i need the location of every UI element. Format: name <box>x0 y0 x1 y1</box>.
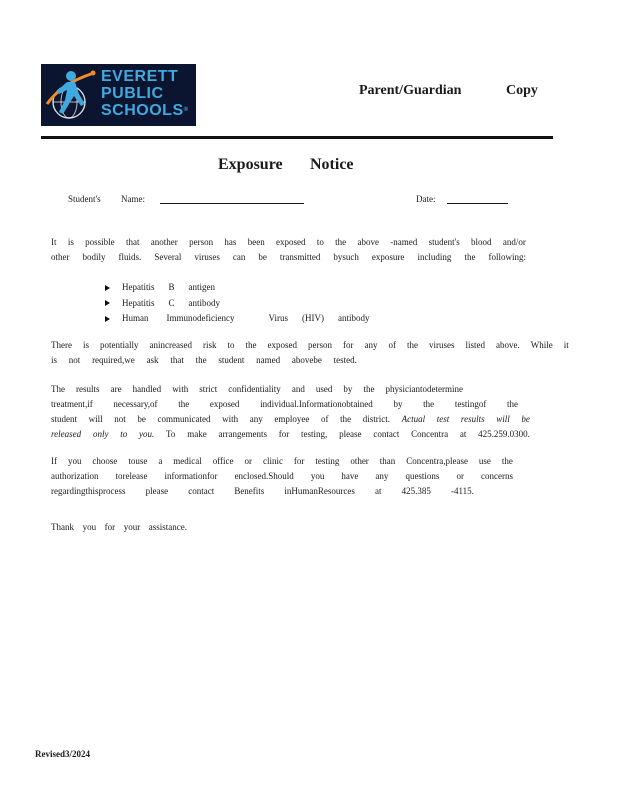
revision-date: Revised3/2024 <box>35 749 90 759</box>
paragraph-row <box>51 382 463 397</box>
word: for <box>104 522 116 532</box>
word: authorization <box>51 471 99 481</box>
word: Actual <box>401 414 426 424</box>
paragraph-authorization <box>51 454 513 499</box>
word: test <box>436 414 450 424</box>
paragraph-row <box>51 484 474 499</box>
word: results <box>460 414 485 424</box>
word: Benefits <box>234 486 265 496</box>
word: that <box>170 355 184 365</box>
word: antibody <box>337 313 370 323</box>
word: with <box>172 384 189 394</box>
word: Virus <box>268 313 288 323</box>
word: bodily <box>82 252 106 262</box>
word: of <box>388 340 396 350</box>
word: or <box>456 471 464 481</box>
list-item <box>105 311 369 327</box>
word: Concentra,please <box>406 456 468 466</box>
word: results <box>76 384 100 394</box>
word: is <box>67 237 74 247</box>
word: for <box>293 456 305 466</box>
word: risk <box>202 340 217 350</box>
word: and/or <box>502 237 526 247</box>
word: the <box>335 237 347 247</box>
header-divider <box>41 136 553 139</box>
word: the <box>407 340 418 350</box>
word: tested. <box>333 355 357 365</box>
word: your <box>123 522 141 532</box>
runner-globe-icon <box>41 64 101 126</box>
word: medical <box>173 456 202 466</box>
word: Concentra <box>411 429 449 439</box>
word: or <box>244 456 252 466</box>
paragraph-row <box>51 353 357 368</box>
word: is <box>51 355 58 365</box>
word: and <box>291 384 305 394</box>
word: exposure <box>371 252 405 262</box>
word: enclosed.Should <box>234 471 294 481</box>
paragraph-row <box>51 520 187 535</box>
word: assistance. <box>148 522 187 532</box>
word: physiciantodetermine <box>385 384 463 394</box>
word: district. <box>362 414 391 424</box>
word: the <box>464 252 476 262</box>
word: a <box>158 456 163 466</box>
word: to <box>316 237 324 247</box>
word: will <box>496 414 510 424</box>
paragraph-row <box>51 412 530 427</box>
title-word-exposure: Exposure <box>218 156 283 173</box>
word: informationfor <box>164 471 218 481</box>
word: other <box>350 456 369 466</box>
word: not <box>114 414 126 424</box>
logo-line-2: PUBLIC <box>101 85 164 102</box>
word: possible <box>85 237 115 247</box>
word: strict <box>199 384 218 394</box>
word: 425.385 <box>401 486 431 496</box>
word: that <box>125 237 140 247</box>
word: exposed <box>209 399 240 409</box>
word: Human <box>122 313 149 323</box>
word: bysuch <box>333 252 359 262</box>
word: you <box>310 471 325 481</box>
list-item <box>105 280 369 296</box>
word: any <box>375 471 389 481</box>
word: following: <box>488 252 526 262</box>
word: of <box>321 414 329 424</box>
logo-line-1: EVERETT <box>101 68 179 85</box>
word: been <box>247 237 265 247</box>
paragraph-row <box>51 397 518 412</box>
word: Several <box>154 252 182 262</box>
word: touse <box>128 456 148 466</box>
word: student <box>51 414 77 424</box>
word: has <box>224 237 237 247</box>
word: Hepatitis <box>122 282 155 292</box>
paragraph-row <box>51 235 526 250</box>
word: only <box>92 429 109 439</box>
word: questions <box>405 471 440 481</box>
word: another <box>150 237 178 247</box>
word: the <box>178 399 190 409</box>
word: above. <box>496 340 520 350</box>
copy-label-copy: Copy <box>506 83 538 98</box>
word: B <box>168 282 175 292</box>
student-name-field[interactable] <box>160 203 304 204</box>
word: Thank <box>51 522 74 532</box>
word: employee <box>274 414 310 424</box>
word: C <box>168 297 175 308</box>
word: the <box>507 399 518 409</box>
word: you. <box>139 429 155 439</box>
word: the <box>423 399 435 409</box>
word: To <box>166 429 176 439</box>
title-word-notice: Notice <box>310 156 354 173</box>
word: It <box>51 237 57 247</box>
word: Immunodeficiency <box>166 313 235 323</box>
word: released <box>51 429 82 439</box>
word: used <box>315 384 333 394</box>
word: -4115. <box>450 486 474 496</box>
date-label: Date: <box>416 194 436 204</box>
logo-wordmark <box>101 68 189 119</box>
word: choose <box>92 456 118 466</box>
word: can <box>232 252 246 262</box>
paragraph-row <box>51 427 530 442</box>
word: 425.259.0300. <box>478 429 530 439</box>
word: communicated <box>157 414 211 424</box>
word: viruses <box>194 252 220 262</box>
word: potentially <box>100 340 139 350</box>
word: not <box>68 355 81 365</box>
paragraph-row <box>51 454 513 469</box>
word: by <box>393 399 403 409</box>
word: exposed <box>267 340 297 350</box>
word: testingof <box>454 399 487 409</box>
word: use <box>478 456 491 466</box>
word: Hepatitis <box>122 297 155 308</box>
word: required,we <box>92 355 135 365</box>
word: confidentiality <box>228 384 281 394</box>
word: student <box>218 355 245 365</box>
word: concerns <box>481 471 513 481</box>
word: testing <box>315 456 340 466</box>
word: for <box>343 340 354 350</box>
word: person <box>189 237 214 247</box>
word: be <box>258 252 267 262</box>
word: -named <box>390 237 418 247</box>
word: individual.Informationobtained <box>260 399 373 409</box>
district-logo <box>41 64 196 126</box>
word: fluids. <box>118 252 142 262</box>
word: clinic <box>262 456 283 466</box>
word: the <box>501 456 513 466</box>
word: contact <box>188 486 215 496</box>
word: are <box>110 384 122 394</box>
paragraph-row <box>51 250 526 265</box>
word: is <box>82 340 89 350</box>
word: listed <box>465 340 485 350</box>
copy-label-parent-guardian: Parent/Guardian <box>359 83 462 98</box>
word: abovebe <box>291 355 322 365</box>
word: testing, <box>301 429 328 439</box>
paragraph-results <box>51 382 530 442</box>
word: viruses <box>429 340 455 350</box>
word: anincreased <box>149 340 192 350</box>
word: please <box>145 486 169 496</box>
word: contact <box>373 429 400 439</box>
word: While <box>530 340 553 350</box>
word: antigen <box>188 282 216 292</box>
word: at <box>459 429 467 439</box>
word: treatment,if <box>51 399 93 409</box>
name-label: Name: <box>121 194 145 204</box>
word: make <box>187 429 207 439</box>
word: be <box>521 414 530 424</box>
word: regardingthisprocess <box>51 486 126 496</box>
word: any <box>249 414 263 424</box>
word: antibody <box>188 297 221 308</box>
word: including <box>417 252 452 262</box>
word: the <box>195 355 207 365</box>
word: necessary,of <box>113 399 158 409</box>
bullet-triangle-icon <box>105 300 110 306</box>
logo-line-3: SCHOOLS <box>101 102 184 119</box>
paragraph-risk <box>51 338 569 368</box>
word: any <box>364 340 378 350</box>
word: you <box>67 456 82 466</box>
word: torelease <box>115 471 148 481</box>
word: have <box>341 471 359 481</box>
word: If <box>51 456 57 466</box>
word: (HIV) <box>301 313 324 323</box>
word: person <box>308 340 332 350</box>
word: with <box>222 414 239 424</box>
virus-list <box>105 280 369 327</box>
word: other <box>51 252 70 262</box>
date-field[interactable] <box>447 203 508 204</box>
word: office <box>212 456 234 466</box>
closing-line <box>51 520 187 535</box>
word: the <box>245 340 257 350</box>
word: There <box>51 340 72 350</box>
word: inHumanResources <box>284 486 355 496</box>
word: please <box>339 429 362 439</box>
list-item <box>105 296 369 312</box>
bullet-triangle-icon <box>105 316 110 322</box>
word: named <box>256 355 281 365</box>
word: student's <box>428 237 460 247</box>
word: exposed <box>276 237 306 247</box>
word: The <box>51 384 65 394</box>
word: be <box>137 414 146 424</box>
paragraph-row <box>51 469 513 484</box>
word: you <box>82 522 97 532</box>
word: the <box>363 384 375 394</box>
word: the <box>340 414 352 424</box>
word: for <box>278 429 290 439</box>
word: ask <box>146 355 159 365</box>
word: to <box>227 340 235 350</box>
word: arrangements <box>218 429 267 439</box>
word: transmitted <box>279 252 321 262</box>
word: at <box>375 486 382 496</box>
word: above <box>357 237 379 247</box>
bullet-triangle-icon <box>105 285 110 291</box>
word: handled <box>132 384 162 394</box>
word: blood <box>471 237 492 247</box>
student-label: Student's <box>68 194 101 204</box>
word: than <box>379 456 396 466</box>
word: will <box>88 414 103 424</box>
paragraph-exposure <box>51 235 526 265</box>
trademark-symbol: ® <box>183 107 189 113</box>
word: to <box>120 429 128 439</box>
word: by <box>343 384 353 394</box>
word: it <box>563 340 569 350</box>
paragraph-row <box>51 338 569 353</box>
